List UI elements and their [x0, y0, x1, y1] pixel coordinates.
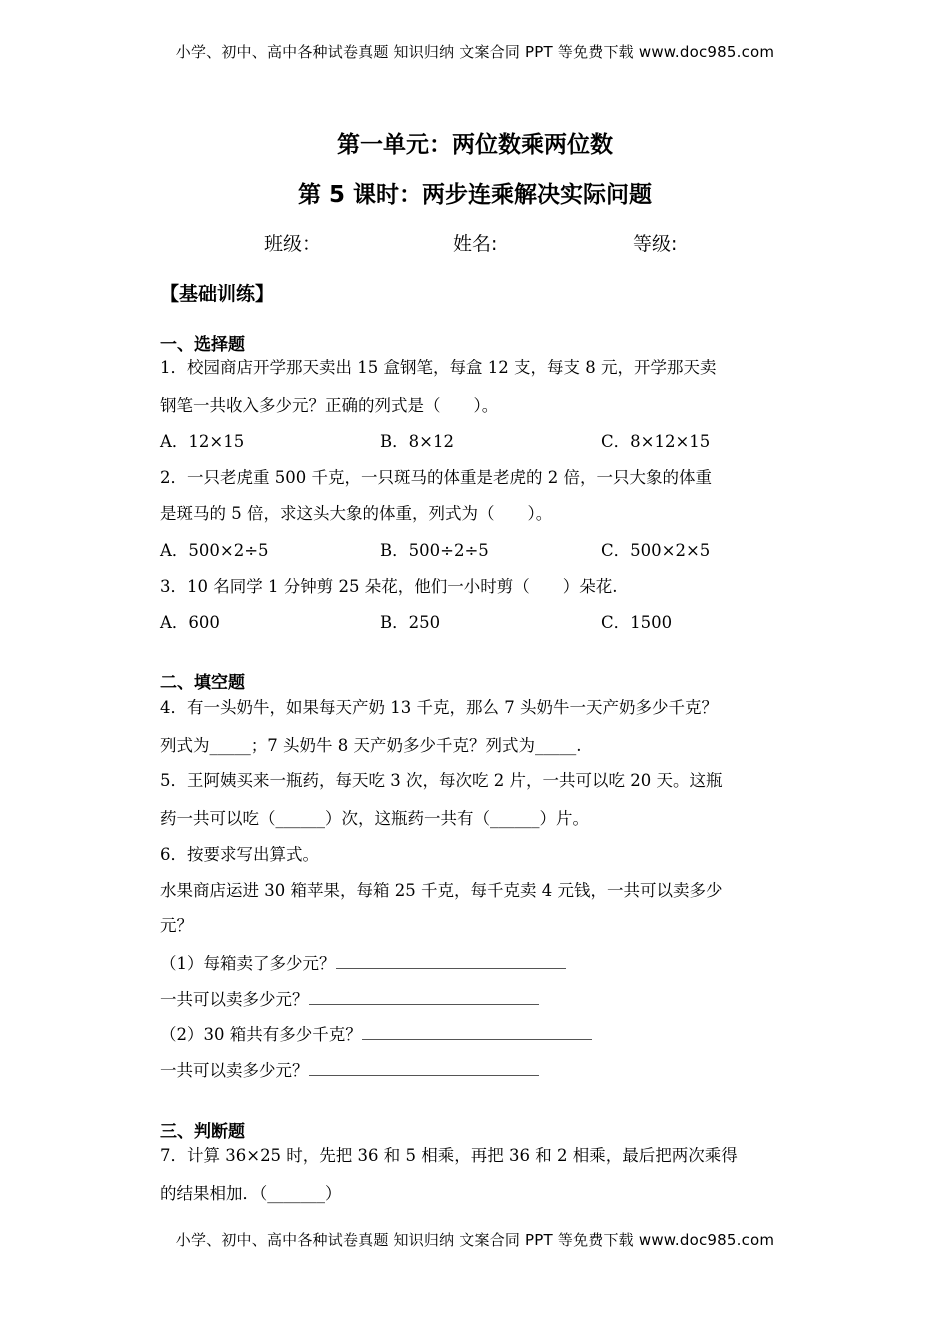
q3-option-a: A．600	[160, 613, 220, 632]
q2-option-b: B．500÷2÷5	[380, 541, 489, 560]
q7-line2: 的结果相加．（_______）	[160, 1184, 342, 1203]
q6-line3: 元？	[160, 916, 193, 935]
q1-line1: 1．校园商店开学那天卖出 15 盒钢笔，每盒 12 支，每支 8 元，开学那天卖	[160, 358, 717, 377]
q6-part1-question1	[160, 950, 566, 974]
q2-option-c: C．500×2×5	[601, 541, 711, 560]
q5-line2: 药一共可以吃（______）次，这瓶药一共有（______）片。	[160, 809, 589, 828]
answer-line[interactable]	[309, 990, 539, 1005]
q1-option-a: A．12×15	[160, 432, 245, 451]
q5-line1: 5．王阿姨买来一瓶药，每天吃 3 次，每次吃 2 片，一共可以吃 20 天。这瓶	[160, 771, 723, 790]
q3-option-b: B．250	[380, 613, 441, 632]
q1-option-c: C．8×12×15	[601, 432, 711, 451]
q2-line2: 是斑马的 5 倍，求这头大象的体重，列式为（ ）。	[160, 504, 553, 523]
page-footer: 小学、初中、高中各种试卷真题 知识归纳 文案合同 PPT 等免费下载 www.doc985.com	[175, 1231, 775, 1249]
answer-line[interactable]	[362, 1025, 592, 1040]
q2-line1: 2．一只老虎重 500 千克，一只斑马的体重是老虎的 2 倍，一只大象的体重	[160, 468, 712, 487]
q6-part2-question2	[160, 1057, 539, 1081]
section-true-false: 三、判断题	[160, 1122, 245, 1142]
q6-part1-question1-text: （1）每箱卖了多少元？	[160, 954, 336, 973]
answer-line[interactable]	[309, 1061, 539, 1076]
q6-part2-question1-text: （2）30 箱共有多少千克？	[160, 1025, 362, 1044]
q3-option-c: C．1500	[601, 613, 673, 632]
section-basic-training: 【基础训练】	[160, 283, 275, 305]
section-fill-blank: 二、填空题	[160, 673, 245, 693]
q6-part2-question1	[160, 1021, 592, 1045]
grade-label: 等级:	[633, 233, 678, 255]
q3-line1: 3．10 名同学 1 分钟剪 25 朵花，他们一小时剪（ ）朵花.	[160, 577, 618, 596]
q1-line2: 钢笔一共收入多少元？正确的列式是（ ）。	[160, 396, 499, 415]
q1-option-b: B．8×12	[380, 432, 454, 451]
page-title: 第一单元：两位数乘两位数	[337, 132, 613, 158]
class-label: 班级：	[264, 233, 322, 255]
q4-line1: 4．有一头奶牛，如果每天产奶 13 千克，那么 7 头奶牛一天产奶多少千克？	[160, 698, 718, 717]
answer-line[interactable]	[336, 954, 566, 969]
q6-part1-question2	[160, 986, 539, 1010]
q2-option-a: A．500×2÷5	[160, 541, 269, 560]
q6-line2: 水果商店运进 30 箱苹果，每箱 25 千克，每千克卖 4 元钱，一共可以卖多少	[160, 881, 723, 900]
q7-line1: 7．计算 36×25 时，先把 36 和 5 相乘，再把 36 和 2 相乘，最后把两次乘得	[160, 1146, 738, 1165]
q6-part2-question2-text: 一共可以卖多少元？	[160, 1061, 309, 1080]
page-subtitle: 第 5 课时：两步连乘解决实际问题	[297, 182, 653, 208]
q4-line2: 列式为_____；7 头奶牛 8 天产奶多少千克？列式为_____.	[160, 736, 582, 755]
q6-line1: 6．按要求写出算式。	[160, 845, 319, 864]
section-choice: 一、选择题	[160, 335, 245, 355]
page-header: 小学、初中、高中各种试卷真题 知识归纳 文案合同 PPT 等免费下载 www.doc985.com	[175, 43, 775, 61]
q6-part1-question2-text: 一共可以卖多少元？	[160, 990, 309, 1009]
name-label: 姓名:	[453, 233, 498, 255]
